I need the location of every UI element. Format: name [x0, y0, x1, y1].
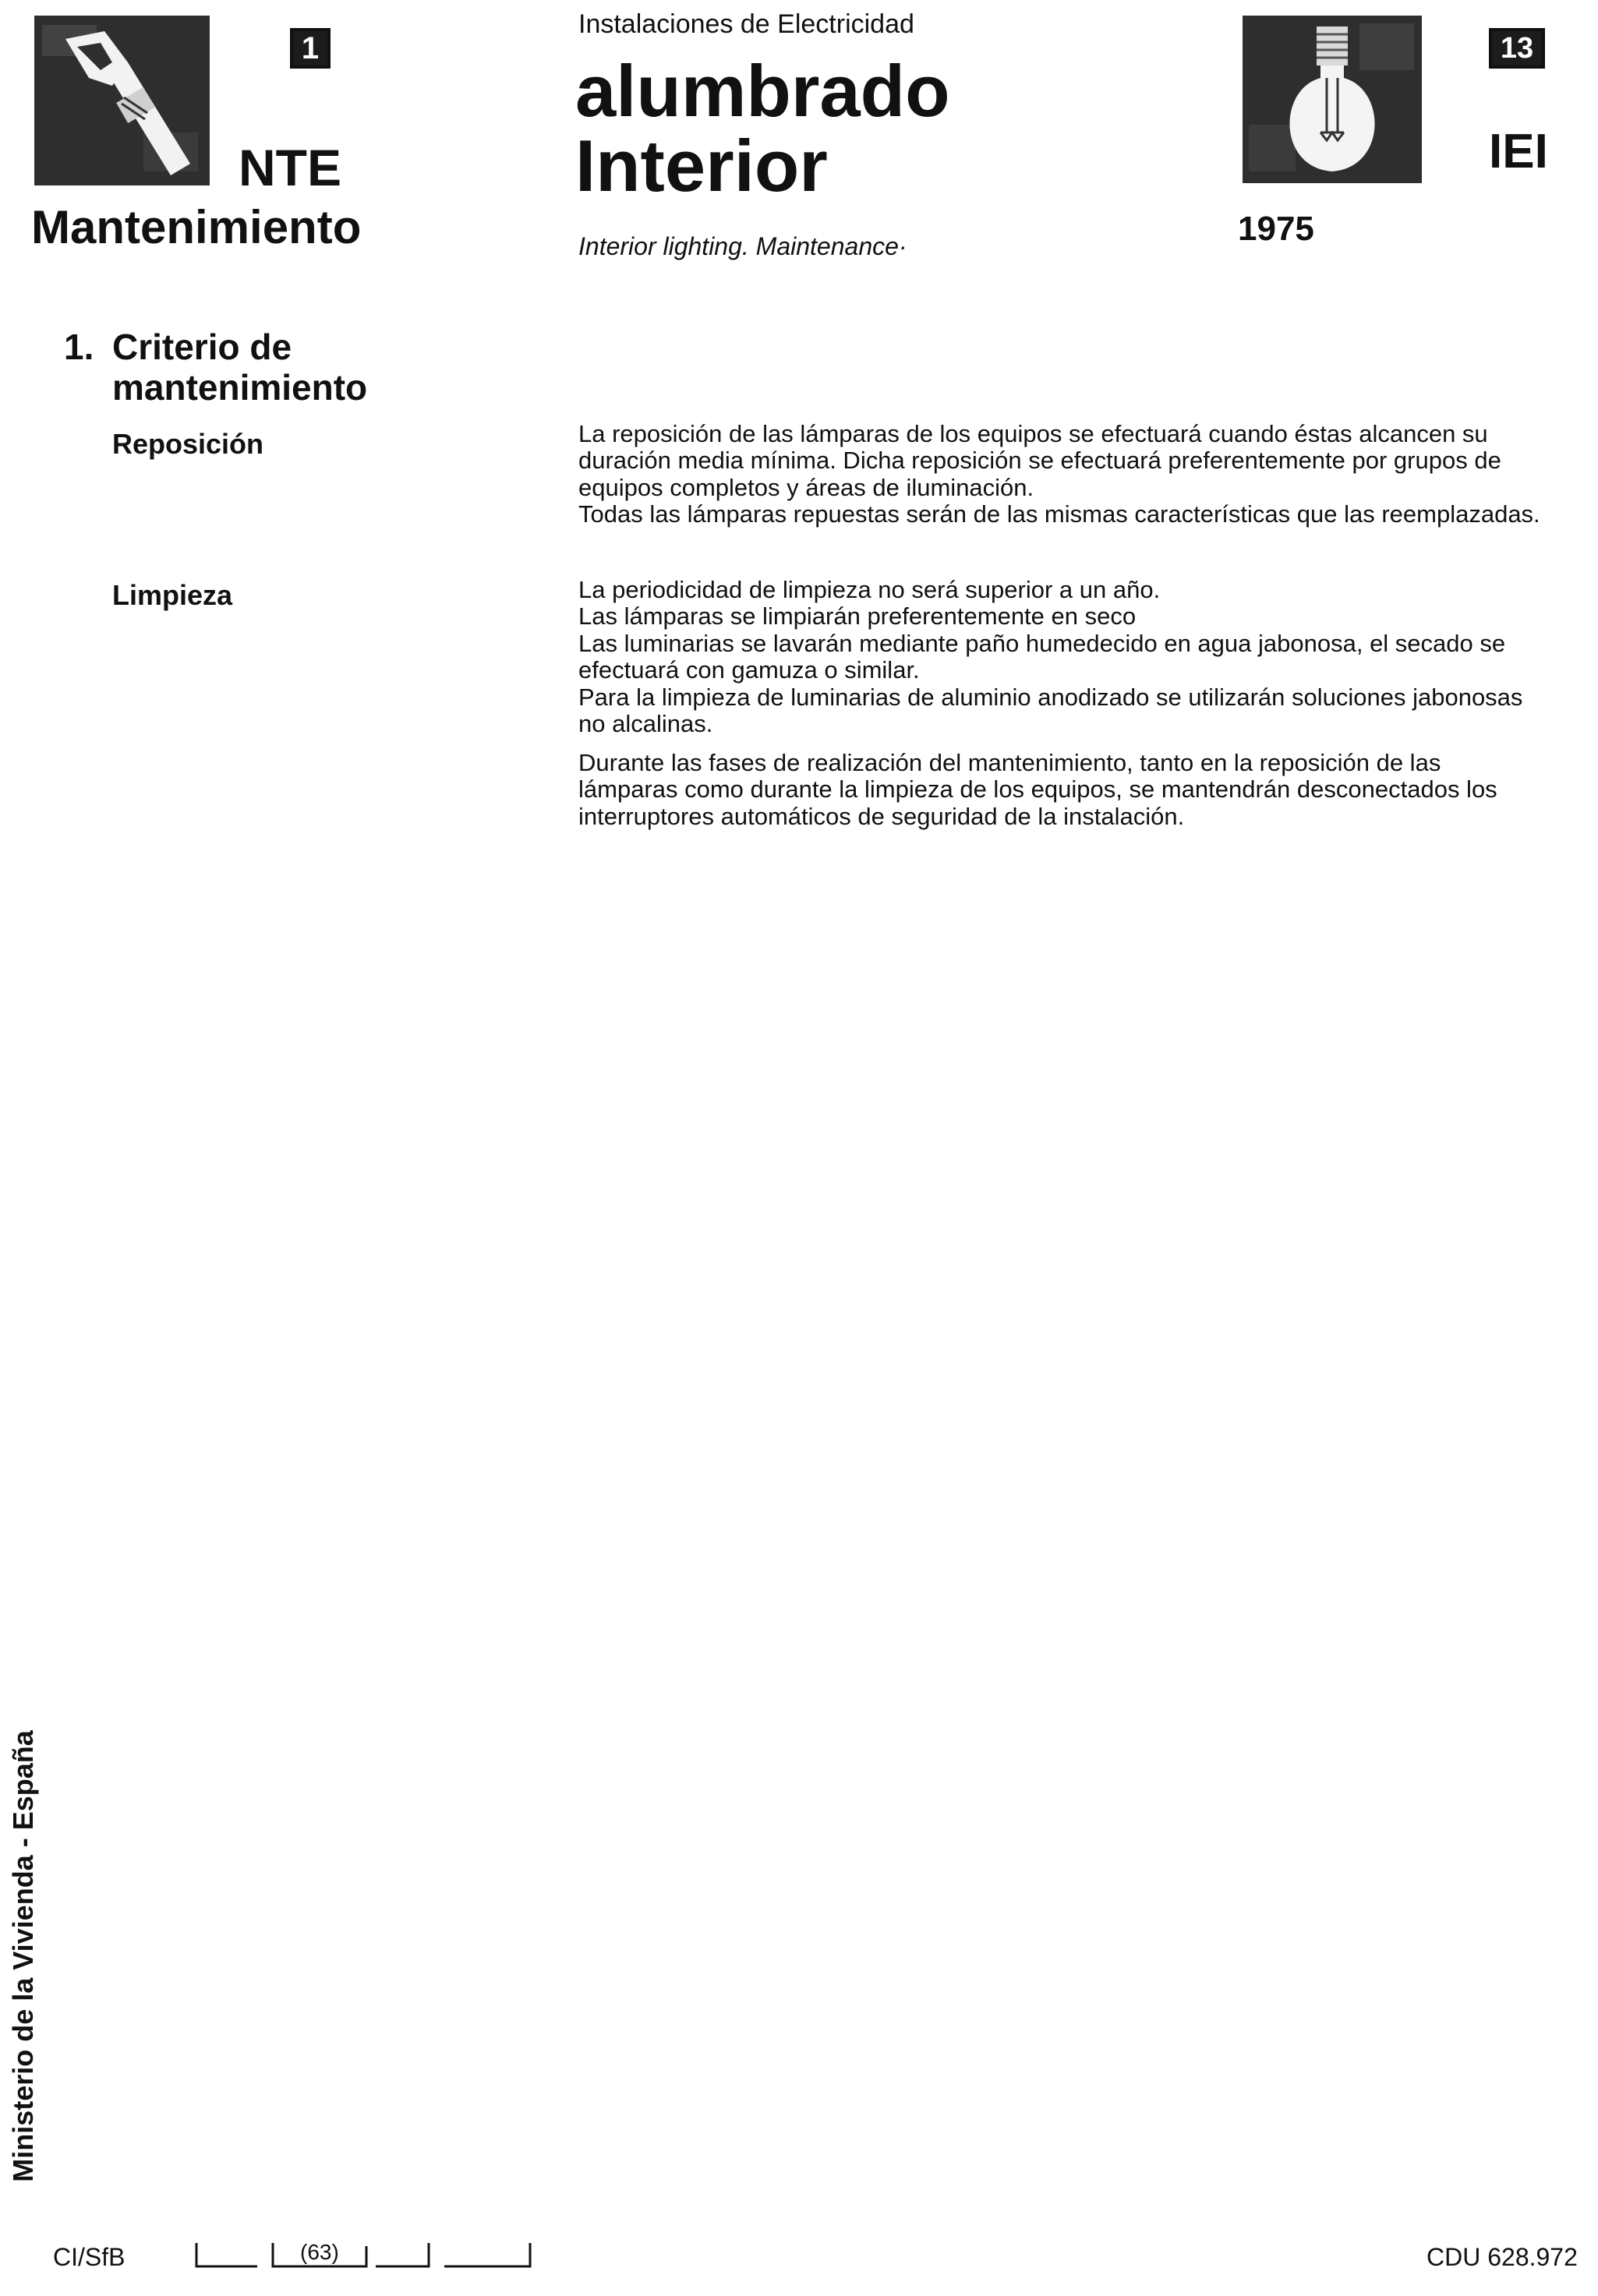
closing-paragraph — [578, 750, 1547, 830]
paragraph: Las lámparas se limpiarán preferentemente en seco — [578, 602, 1137, 631]
light-bulb-icon — [1243, 16, 1422, 183]
subsection-body-limpieza — [578, 577, 1547, 737]
paragraph: La reposición de las lámparas de los equipos se efectuará cuando éstas alcancen su duración media mínima. Dicha reposición se efectuará preferentemente por grupos de equipos completos y áreas de iluminación. — [578, 420, 1501, 501]
paragraph: Para la limpieza de luminarias de aluminio anodizado se utilizarán soluciones jabonosas no alcalinas. — [578, 683, 1523, 738]
section-number: 1. — [64, 327, 94, 367]
cisfb-value: (63) — [300, 2240, 339, 2264]
standard-code: NTE — [239, 139, 341, 196]
subsection-heading-reposicion: Reposición — [112, 428, 264, 460]
number-badge: 1 — [290, 28, 331, 69]
sheet-number-badge: 13 — [1489, 28, 1545, 69]
classification-boxes — [195, 2238, 538, 2270]
cdu-code: CDU 628.972 — [1427, 2243, 1578, 2271]
paragraph: Durante las fases de realización del mantenimiento, tanto en la reposición de las lámparas como durante la limpieza de los equipos, se mantendrán desconectados los interruptores automáticos de seguridad de la instalación. — [578, 749, 1497, 830]
cisfb-label: CI/SfB — [53, 2243, 126, 2271]
section-title: Criterio de mantenimiento — [112, 327, 368, 408]
edition-year: 1975 — [1238, 210, 1314, 248]
publisher-label: Ministerio de la Vivienda - España — [7, 1730, 39, 2182]
subsection-heading-limpieza: Limpieza — [112, 579, 233, 611]
side-label-container — [0, 1652, 47, 2260]
english-subtitle: Interior lighting. Maintenance· — [578, 232, 907, 260]
paragraph: Las luminarias se lavarán mediante paño humedecido en agua jabonosa, el secado se efectuará con gamuza o similar. — [578, 629, 1506, 684]
paragraph: La periodicidad de limpieza no será superior a un año. — [578, 576, 1161, 603]
paragraph: Todas las lámparas repuestas serán de las mismas características que las reemplazadas. — [578, 500, 1540, 528]
wrench-icon — [34, 16, 210, 185]
document-code: IEI — [1489, 125, 1548, 178]
document-kicker: Instalaciones de Electricidad — [578, 9, 914, 39]
subsection-body-reposicion — [578, 421, 1547, 528]
page-title-line1: alumbrado — [575, 50, 950, 132]
category-title: Mantenimiento — [31, 201, 362, 253]
page-title-line2: Interior — [575, 125, 828, 207]
